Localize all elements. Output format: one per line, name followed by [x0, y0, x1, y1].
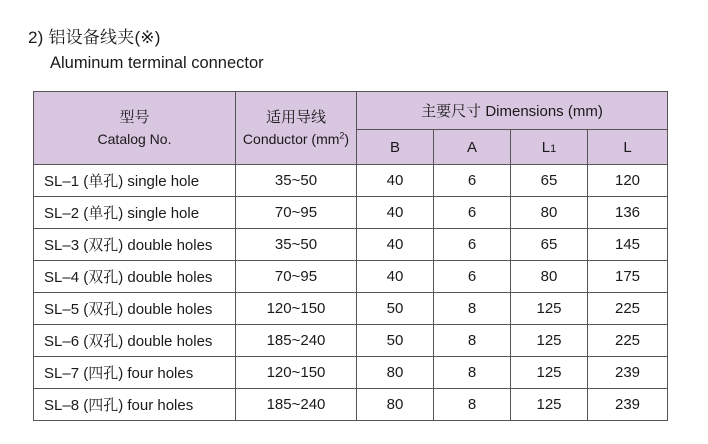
- cell-l1: 125: [511, 389, 588, 421]
- table-row: [34, 197, 668, 229]
- header-catalog: [34, 92, 236, 165]
- cell-l1: 80: [511, 197, 588, 229]
- section-heading: 2) 铝设备线夹(※): [28, 28, 161, 47]
- header-conductor-sup: 2: [339, 130, 345, 141]
- cell-b: 40: [357, 197, 434, 229]
- cell-l: 239: [588, 389, 668, 421]
- cell-conductor: 70~95: [236, 197, 357, 229]
- specification-table: [33, 91, 668, 421]
- cell-model: SL–1 (单孔) single hole: [34, 165, 236, 197]
- table-body: [34, 165, 668, 421]
- cell-b: 80: [357, 357, 434, 389]
- cell-model: SL–8 (四孔) four holes: [34, 389, 236, 421]
- table-row: [34, 261, 668, 293]
- header-dim-a: A: [434, 130, 511, 165]
- cell-a: 6: [434, 165, 511, 197]
- cell-b: 50: [357, 325, 434, 357]
- header-conductor-en-text: Conductor (mm: [242, 130, 340, 147]
- cell-l: 225: [588, 325, 668, 357]
- section-subheading: Aluminum terminal connector: [50, 54, 264, 72]
- cell-model: SL–5 (双孔) double holes: [34, 293, 236, 325]
- cell-model: SL–6 (双孔) double holes: [34, 325, 236, 357]
- cell-a: 6: [434, 261, 511, 293]
- cell-l1: 125: [511, 325, 588, 357]
- cell-a: 6: [434, 229, 511, 261]
- cell-conductor: 185~240: [236, 389, 357, 421]
- header-conductor-en: [236, 129, 356, 149]
- cell-l: 136: [588, 197, 668, 229]
- header-dimensions: 主要尺寸 Dimensions (mm): [357, 92, 668, 130]
- cell-conductor: 120~150: [236, 357, 357, 389]
- header-dim-l1: [511, 130, 588, 165]
- cell-conductor: 35~50: [236, 229, 357, 261]
- cell-conductor: 185~240: [236, 325, 357, 357]
- table-row: [34, 229, 668, 261]
- cell-a: 8: [434, 357, 511, 389]
- header-dim-l1-letter: L: [541, 138, 551, 156]
- cell-l1: 65: [511, 229, 588, 261]
- cell-l1: 65: [511, 165, 588, 197]
- cell-b: 40: [357, 229, 434, 261]
- header-catalog-en: Catalog No.: [97, 130, 172, 147]
- cell-model: SL–4 (双孔) double holes: [34, 261, 236, 293]
- header-dim-l: L: [588, 130, 668, 165]
- table-row: [34, 357, 668, 389]
- cell-l: 225: [588, 293, 668, 325]
- cell-a: 8: [434, 293, 511, 325]
- cell-a: 8: [434, 389, 511, 421]
- header-dim-l1-sub: 1: [550, 142, 557, 155]
- table-row: [34, 325, 668, 357]
- cell-l: 120: [588, 165, 668, 197]
- cell-l1: 125: [511, 357, 588, 389]
- cell-b: 40: [357, 165, 434, 197]
- cell-l1: 80: [511, 261, 588, 293]
- cell-conductor: 70~95: [236, 261, 357, 293]
- table-row: [34, 293, 668, 325]
- table-header-row: [34, 92, 668, 130]
- header-conductor-close: ): [344, 130, 350, 147]
- cell-b: 80: [357, 389, 434, 421]
- cell-l1: 125: [511, 293, 588, 325]
- cell-b: 40: [357, 261, 434, 293]
- cell-conductor: 35~50: [236, 165, 357, 197]
- cell-a: 8: [434, 325, 511, 357]
- cell-a: 6: [434, 197, 511, 229]
- cell-l: 239: [588, 357, 668, 389]
- cell-b: 50: [357, 293, 434, 325]
- table-row: [34, 389, 668, 421]
- cell-l: 145: [588, 229, 668, 261]
- header-conductor: [236, 92, 357, 165]
- header-dim-b: B: [357, 130, 434, 165]
- header-catalog-zh: 型号: [119, 108, 150, 126]
- cell-model: SL–3 (双孔) double holes: [34, 229, 236, 261]
- cell-model: SL–7 (四孔) four holes: [34, 357, 236, 389]
- cell-model: SL–2 (单孔) single hole: [34, 197, 236, 229]
- cell-l: 175: [588, 261, 668, 293]
- cell-conductor: 120~150: [236, 293, 357, 325]
- header-conductor-zh: 适用导线: [265, 108, 326, 126]
- table-row: [34, 165, 668, 197]
